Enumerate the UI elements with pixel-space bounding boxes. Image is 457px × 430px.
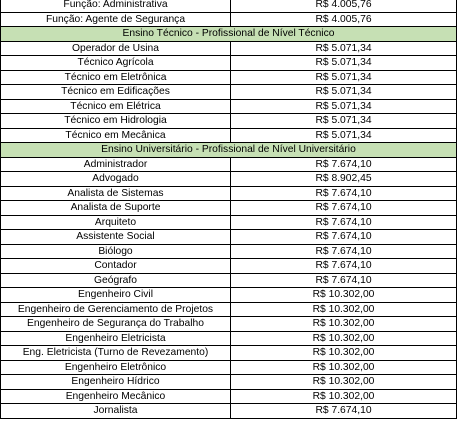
table-row	[1, 128, 457, 143]
salary-table-body	[1, 0, 457, 418]
table-row	[1, 41, 457, 56]
role-cell: Operador de Usina	[1, 41, 231, 56]
table-row	[1, 56, 457, 71]
salary-cell: R$ 10.302,00	[231, 389, 457, 404]
salary-cell: R$ 10.302,00	[231, 331, 457, 346]
role-cell: Advogado	[1, 172, 231, 187]
role-cell: Engenheiro Eletrônico	[1, 360, 231, 375]
salary-cell: R$ 5.071,34	[231, 56, 457, 71]
table-row	[1, 85, 457, 100]
role-cell: Engenheiro Eletricista	[1, 331, 231, 346]
table-row	[1, 157, 457, 172]
salary-cell: R$ 4.005,76	[231, 0, 457, 12]
role-cell: Engenheiro Mecânico	[1, 389, 231, 404]
table-row	[1, 244, 457, 259]
table-row	[1, 215, 457, 230]
role-cell: Assistente Social	[1, 230, 231, 245]
section-header-row	[1, 27, 457, 42]
role-cell: Eng. Eletricista (Turno de Revezamento)	[1, 346, 231, 361]
table-row	[1, 99, 457, 114]
table-row	[1, 346, 457, 361]
salary-cell: R$ 7.674,10	[231, 201, 457, 216]
role-cell: Engenheiro Hídrico	[1, 375, 231, 390]
salary-cell: R$ 5.071,34	[231, 70, 457, 85]
role-cell: Função: Administrativa	[1, 0, 231, 12]
salary-cell: R$ 4.005,76	[231, 12, 457, 27]
salary-cell: R$ 7.674,10	[231, 215, 457, 230]
role-cell: Engenheiro de Segurança do Trabalho	[1, 317, 231, 332]
section-title: Ensino Universitário - Profissional de Nível Universitário	[1, 143, 457, 158]
table-row	[1, 70, 457, 85]
role-cell: Jornalista	[1, 404, 231, 419]
table-row	[1, 230, 457, 245]
table-row	[1, 331, 457, 346]
table-row	[1, 288, 457, 303]
role-cell: Contador	[1, 259, 231, 274]
role-cell: Técnico em Elétrica	[1, 99, 231, 114]
role-cell: Engenheiro de Gerenciamento de Projetos	[1, 302, 231, 317]
role-cell: Técnico em Eletrônica	[1, 70, 231, 85]
salary-cell: R$ 7.674,10	[231, 259, 457, 274]
role-cell: Analista de Suporte	[1, 201, 231, 216]
role-cell: Técnico Agrícola	[1, 56, 231, 71]
salary-cell: R$ 5.071,34	[231, 114, 457, 129]
salary-cell: R$ 5.071,34	[231, 85, 457, 100]
table-row	[1, 375, 457, 390]
table-row	[1, 172, 457, 187]
salary-cell: R$ 5.071,34	[231, 41, 457, 56]
salary-cell: R$ 10.302,00	[231, 288, 457, 303]
salary-cell: R$ 7.674,10	[231, 230, 457, 245]
salary-cell: R$ 7.674,10	[231, 186, 457, 201]
table-row	[1, 273, 457, 288]
role-cell: Técnico em Hidrologia	[1, 114, 231, 129]
table-row	[1, 404, 457, 419]
salary-cell: R$ 7.674,10	[231, 157, 457, 172]
table-row	[1, 317, 457, 332]
salary-cell: R$ 5.071,34	[231, 128, 457, 143]
salary-cell: R$ 10.302,00	[231, 375, 457, 390]
table-row	[1, 201, 457, 216]
table-row	[1, 259, 457, 274]
role-cell: Técnico em Edificações	[1, 85, 231, 100]
table-row	[1, 360, 457, 375]
salary-cell: R$ 10.302,00	[231, 317, 457, 332]
salary-cell: R$ 10.302,00	[231, 302, 457, 317]
table-row	[1, 302, 457, 317]
table-row	[1, 186, 457, 201]
table-row	[1, 0, 457, 12]
salary-cell: R$ 10.302,00	[231, 346, 457, 361]
role-cell: Biólogo	[1, 244, 231, 259]
section-header-row	[1, 143, 457, 158]
salary-cell: R$ 7.674,10	[231, 404, 457, 419]
salary-cell: R$ 10.302,00	[231, 360, 457, 375]
role-cell: Técnico em Mecânica	[1, 128, 231, 143]
table-row	[1, 114, 457, 129]
salary-cell: R$ 5.071,34	[231, 99, 457, 114]
role-cell: Administrador	[1, 157, 231, 172]
role-cell: Arquiteto	[1, 215, 231, 230]
table-row	[1, 12, 457, 27]
table-row	[1, 389, 457, 404]
salary-cell: R$ 8.902,45	[231, 172, 457, 187]
role-cell: Analista de Sistemas	[1, 186, 231, 201]
salary-cell: R$ 7.674,10	[231, 244, 457, 259]
role-cell: Geógrafo	[1, 273, 231, 288]
salary-cell: R$ 7.674,10	[231, 273, 457, 288]
section-title: Ensino Técnico - Profissional de Nível Técnico	[1, 27, 457, 42]
role-cell: Engenheiro Civil	[1, 288, 231, 303]
role-cell: Função: Agente de Segurança	[1, 12, 231, 27]
